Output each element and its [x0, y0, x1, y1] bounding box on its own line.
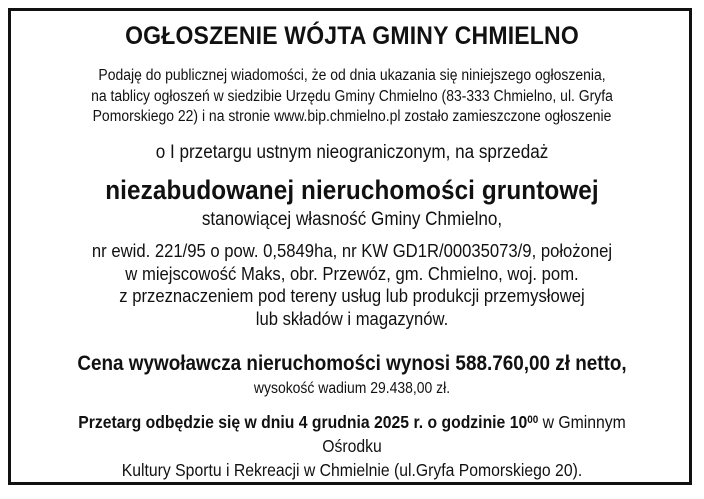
- intro-line: na tablicy ogłoszeń w siedzibie Urzędu Gminy Chmielno (83-333 Chmielno, ul. Gryfa: [91, 87, 613, 105]
- intro-paragraph: [62, 66, 642, 128]
- property-details: [53, 240, 651, 330]
- auction-info: [48, 410, 656, 482]
- auction-venue-start: w Gminnym Ośrodku: [322, 412, 626, 456]
- starting-price: Cena wywoławcza nieruchomości wynosi 588.760,00 zł netto,: [77, 352, 627, 375]
- notice-title: OGŁOSZENIE WÓJTA GMINY CHMIELNO: [125, 22, 579, 50]
- auction-line-2: Kultury Sportu i Rekreacji w Chmielnie (ul.Gryfa Pomorskiego 20).: [121, 460, 583, 480]
- intro-line: Pomorskiego 22) i na stronie www.bip.chmielno.pl zostało zamieszczone ogłoszenie: [92, 108, 612, 125]
- ownership-line: stanowiącej własność Gminy Chmielno,: [201, 209, 503, 230]
- auction-line-1: [48, 410, 656, 458]
- tender-type: o I przetargu ustnym nieograniczonym, na sprzedaż: [155, 142, 549, 163]
- auction-date-time: Przetarg odbędzie się w dniu 4 grudnia 2025 r. o godzinie 10: [78, 412, 528, 432]
- details-line: z przeznaczeniem pod tereny usług lub produkcji przemysłowej: [119, 285, 585, 306]
- details-line: nr ewid. 221/95 o pow. 0,5849ha, nr KW GD1R/00035073/9, położonej: [91, 240, 613, 261]
- auction-time-minutes: 00: [527, 414, 539, 426]
- details-line: w miejscowość Maks, obr. Przewóz, gm. Chmielno, woj. pom.: [125, 262, 579, 284]
- deposit-amount: wysokość wadium 29.438,00 zł.: [253, 380, 451, 397]
- details-line: lub składów i magazynów.: [255, 307, 449, 329]
- intro-line: Podaję do publicznej wiadomości, że od dnia ukazania się niniejszego ogłoszenia,: [98, 67, 606, 84]
- property-headline: niezabudowanej nieruchomości gruntowej: [105, 175, 599, 205]
